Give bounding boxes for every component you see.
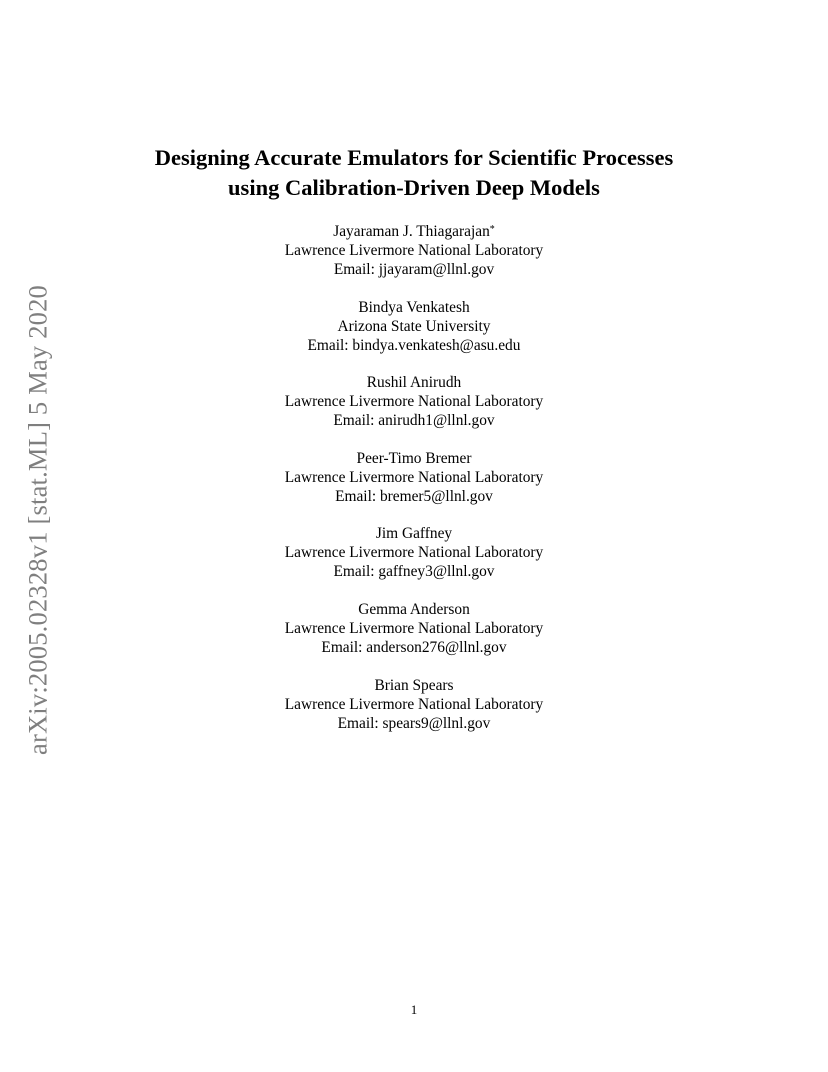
paper-title: [0, 143, 828, 203]
author-name: Brian Spears: [374, 676, 454, 694]
author-name: Bindya Venkatesh: [358, 298, 470, 316]
author-email: Email: bindya.venkatesh@asu.edu: [307, 336, 521, 354]
paper-title-line-1: Designing Accurate Emulators for Scientific Processes: [154, 145, 674, 170]
author-affiliation: Lawrence Livermore National Laboratory: [284, 619, 544, 637]
author-block: [0, 298, 828, 355]
author-name: [0, 222, 828, 241]
paper-title-line-2: using Calibration-Driven Deep Models: [228, 175, 600, 200]
author-email: Email: anirudh1@llnl.gov: [333, 412, 495, 430]
author-affiliation: Lawrence Livermore National Laboratory: [284, 393, 544, 411]
author-email: Email: jjayaram@llnl.gov: [333, 261, 495, 278]
author-affiliation: Lawrence Livermore National Laboratory: [284, 468, 544, 486]
author-name: Gemma Anderson: [358, 600, 470, 618]
author-block: [0, 373, 828, 430]
arxiv-identifier-stamp: arXiv:2005.02328v1 [stat.ML] 5 May 2020: [22, 284, 53, 756]
author-block: [0, 222, 828, 279]
author-email: Email: spears9@llnl.gov: [337, 714, 491, 732]
author-affiliation: Lawrence Livermore National Laboratory: [284, 695, 544, 713]
author-name: Peer-Timo Bremer: [356, 449, 472, 467]
author-name: Rushil Anirudh: [366, 374, 462, 392]
corresponding-author-marker: *: [489, 224, 495, 235]
author-name-text: Jayaraman J. Thiagarajan: [333, 223, 490, 240]
author-name: Jim Gaffney: [375, 525, 453, 543]
author-affiliation: Lawrence Livermore National Laboratory: [284, 544, 544, 562]
author-block: [0, 449, 828, 506]
author-block: [0, 600, 828, 657]
page-number: 1: [410, 1002, 418, 1017]
author-email: Email: anderson276@llnl.gov: [321, 638, 507, 656]
author-affiliation: Arizona State University: [337, 317, 491, 335]
author-list: [0, 222, 828, 751]
author-email: Email: bremer5@llnl.gov: [335, 487, 493, 505]
author-affiliation: Lawrence Livermore National Laboratory: [284, 242, 544, 259]
author-block: [0, 676, 828, 733]
author-block: [0, 524, 828, 581]
author-email: Email: gaffney3@llnl.gov: [333, 563, 495, 581]
